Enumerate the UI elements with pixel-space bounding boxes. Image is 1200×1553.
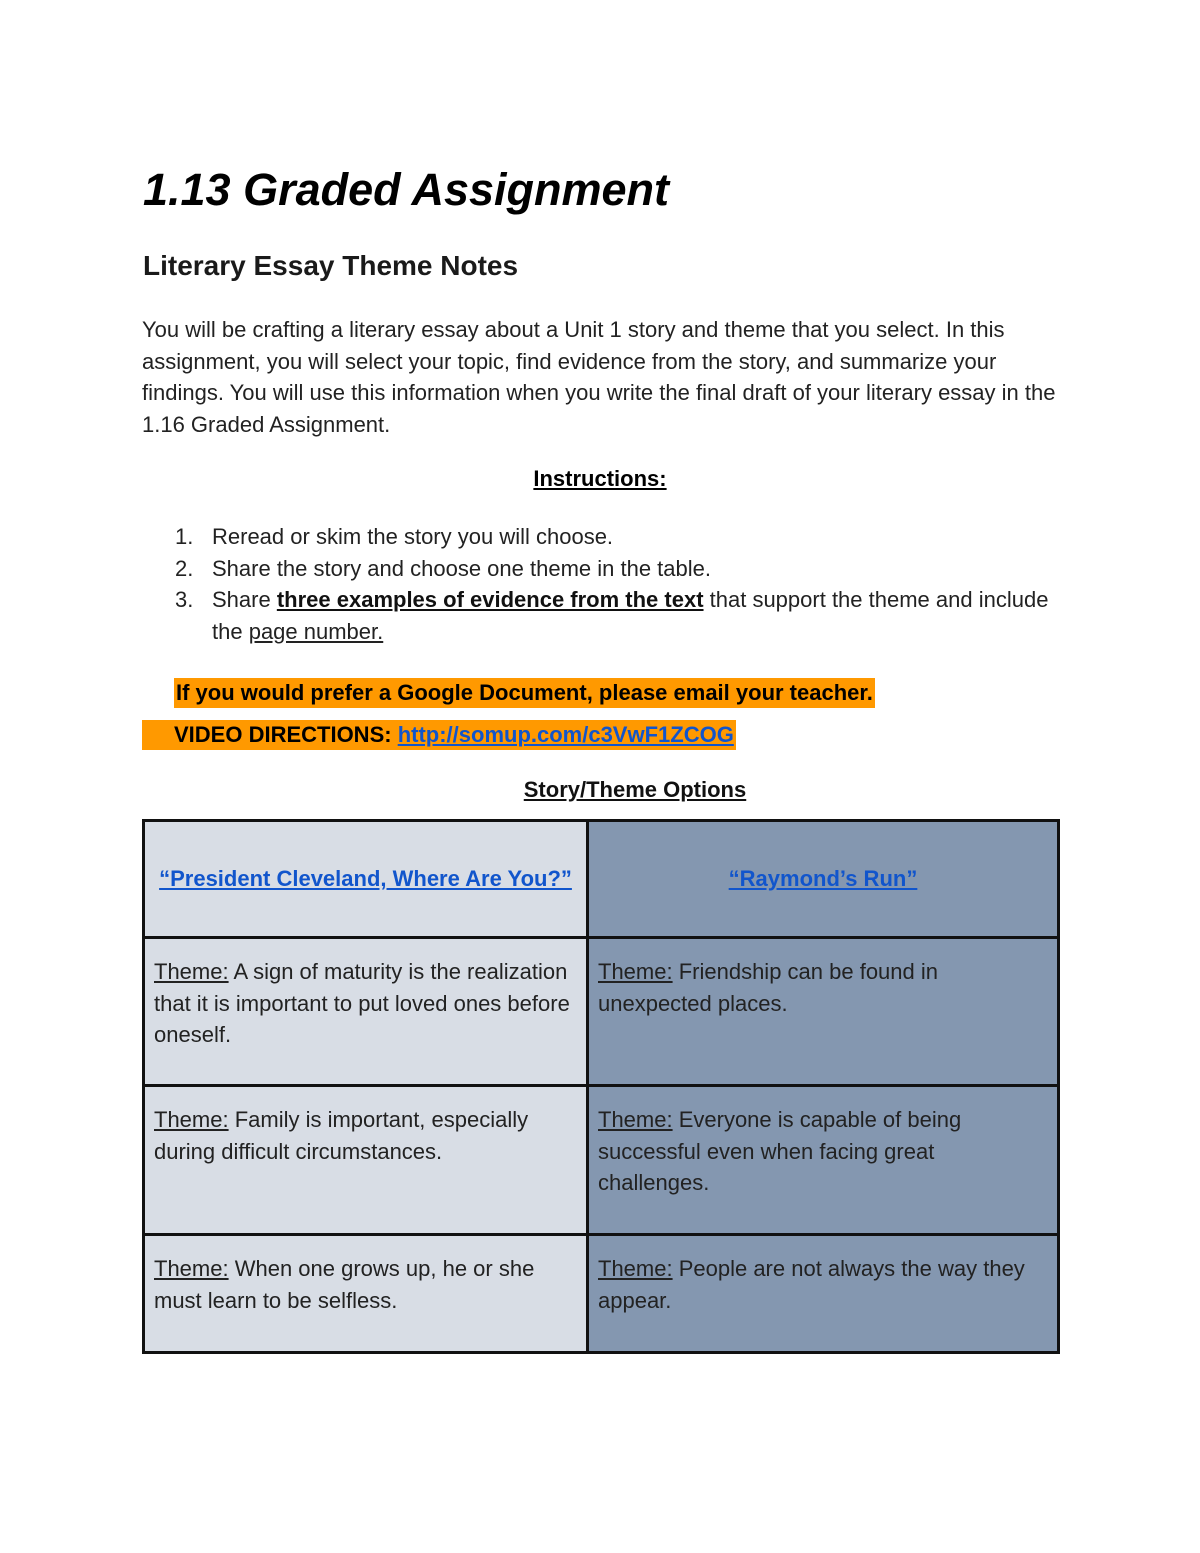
intro-paragraph: You will be crafting a literary essay about a Unit 1 story and theme that you select. In this assignment, you will select your topic, find evidence from the story, and summarize your findings. You will use this information when you write the final draft of your literary essay in the 1.16 Graded Assignment. [142,317,1056,437]
story-link-raymond[interactable]: “Raymond’s Run” [728,866,918,892]
theme-text: A sign of maturity is the realization that it is important to put loved ones before oneself. [154,959,570,1047]
list-item [175,584,1055,647]
table-header-cell [144,821,588,938]
theme-text: Family is important, especially during difficult circumstances. [154,1107,529,1164]
theme-text: When one grows up, he or she must learn to be selfless. [154,1256,535,1313]
table-row [144,1086,1059,1235]
video-link[interactable]: http://somup.com/c3VwF1ZCOG [397,722,734,747]
table-cell [144,1086,588,1235]
table-cell [588,1235,1059,1353]
instructions-list [175,521,1055,647]
table-cell [144,1235,588,1353]
theme-text: People are not always the way they appear. [598,1256,1025,1313]
theme-text: Everyone is capable of being successful even when facing great challenges. [598,1107,962,1195]
list-text: Reread or skim the story you will choose. [212,524,614,549]
story-theme-table [142,819,1060,1354]
page-title: 1.13 Graded Assignment [143,164,670,215]
story-link-cleveland[interactable]: “President Cleveland, Where Are You?” [159,866,572,892]
table-row [144,1235,1059,1353]
theme-label: Theme: [598,959,673,984]
theme-label: Theme: [598,1107,673,1132]
list-text-pre: Share [212,587,277,612]
list-text-mid: that support the theme and include the [212,587,1049,644]
list-number: 2. [175,555,194,581]
list-number: 1. [175,524,194,549]
table-cell [588,938,1059,1086]
theme-text: Friendship can be found in unexpected places. [598,959,938,1016]
options-heading: Story/Theme Options [523,777,747,802]
table-header-cell [588,821,1059,938]
table-row [144,938,1059,1086]
list-number: 3. [175,587,194,612]
instructions-heading: Instructions: [533,466,667,491]
video-directions [142,720,736,750]
theme-label: Theme: [154,1107,229,1132]
evidence-emphasis: three examples of evidence from the text [276,587,704,612]
video-label: VIDEO DIRECTIONS: [174,722,398,747]
table-cell [144,938,588,1086]
theme-label: Theme: [154,959,229,984]
google-doc-note: If you would prefer a Google Document, please email your teacher. [174,678,875,708]
page-subtitle: Literary Essay Theme Notes [143,250,519,281]
list-text: Share the story and choose one theme in the table. [212,555,711,581]
theme-label: Theme: [598,1256,673,1281]
theme-label: Theme: [154,1256,229,1281]
list-item [175,553,1055,585]
page-number-text: page number. [248,618,384,644]
table-cell [588,1086,1059,1235]
list-item [175,521,1055,553]
table-header-row [144,821,1059,938]
